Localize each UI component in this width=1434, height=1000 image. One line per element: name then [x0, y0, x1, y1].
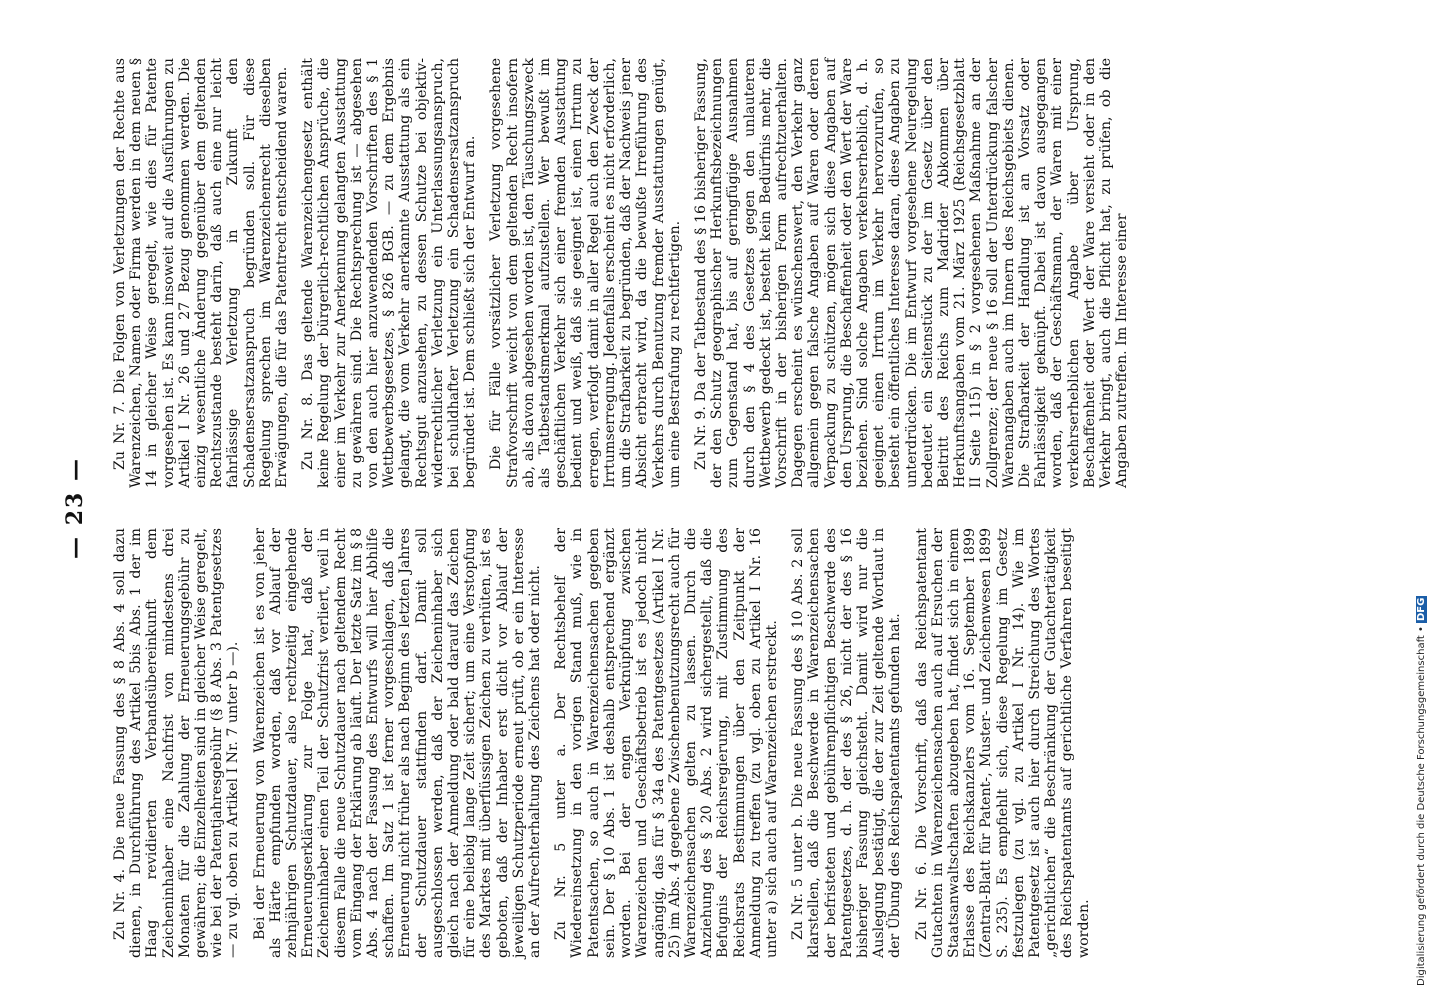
paragraph-nr5a: Zu Nr. 5 unter a. Der Rechtsbehelf der Wiedereinsetzung in den vorigen Stand muß, wie in Patentsachen, so auch in Warenzeichensachen gegeben sein. Der § 10 Abs. 1 ist deshalb entsprechend ergänzt worden. Bei der engen Verknüpfung zwischen Warenzeichen und Geschäftsbetrieb ist es jedoch nicht angängig, das für § 34a des Patentgesetzes (Artikel I Nr. 25) im Abs. 4 gegebene Zwischenbenutzungsrecht auch für Warenzeichensachen gelten zu lassen. Durch die Anziehung des § 20 Abs. 2 wird sichergestellt, daß die Befugnis der Reichsregierung, mit Zustimmung des Reichsrats Bestimmungen über den Zeitpunkt der Anmeldung zu treffen (zu vgl. oben zu Artikel I Nr. 16 unter a) sich auch auf Warenzeichen erstreckt.	[553, 528, 780, 958]
paragraph-nr8: Zu Nr. 8. Das geltende Warenzeichengesetz enthält keine Regelung der bürgerlich-rechtlichen Ansprüche, die einer im Verkehr zur Anerkennung gelangten Ausstattung zu gewähren sind. Die Rechtsprechung ist — abgesehen von den auch hier anzuwendenden Vorschriften des § 1 Wettbewerbsgesetzes, § 826 BGB. — zu dem Ergebnis gelangt, die vom Verkehr anerkannte Ausstattung als ein Rechtsgut anzusehen, zu dessen Schutze bei objektiv-widerrechtlicher Verletzung ein Unterlassungsanspruch, bei schuldhafter Verletzung ein Schadensersatzanspruch begründet ist. Dem schließt sich der Entwurf an.	[300, 58, 479, 488]
paragraph-nr7: Zu Nr. 7. Die Folgen von Verletzungen der Rechte aus Warenzeichen, Namen oder Firma werden in dem neuen § 14 in gleicher Weise geregelt, wie dies für Patente vorgesehen ist. Es kann insoweit auf die Ausführungen zu Artikel I Nr. 26 und 27 Bezug genommen werden. Die einzig wesentliche Änderung gegenüber dem geltenden Rechtszustande besteht darin, daß auch eine nur leicht fahrlässige Verletzung in Zukunft den Schadensersatzanspruch begründen soll. Für diese Regelung sprechen im Warenzeichenrecht dieselben Erwägungen, die für das Patentrecht entscheidend waren.	[112, 58, 291, 488]
dfg-credit-strip	[1416, 6, 1430, 996]
paragraph-nr4: Zu Nr. 4. Die neue Fassung des § 8 Abs. 4 soll dazu dienen, in Durchführung des Artikel 5bis Abs. 1 der im Haag revidierten Verbandsübereinkunft dem Zeicheninhaber eine Nachfrist von mindestens drei Monaten für die Zahlung der Erneuerungsgebühr zu gewähren; die Einzelheiten sind in gleicher Weise geregelt, wie bei der Patentjahresgebühr (§ 8 Abs. 3 Patentgesetzes — zu vgl. oben zu Artikel I Nr. 7 unter b —).	[112, 528, 242, 958]
left-column	[112, 528, 1102, 958]
dfg-credit-label: Digitalisierung gefördert durch die Deutsche Forschungsgemeinschaft •	[1416, 626, 1427, 986]
paragraph-nr9: Zu Nr. 9. Da der Tatbestand des § 16 bisheriger Fassung, der den Schutz geographischer Herkunftsbezeichnungen zum Gegenstand hat, bis auf geringfügige Ausnahmen durch den § 4 des Gesetzes gegen den unlauteren Wettbewerb gedeckt ist, besteht kein Bedürfnis mehr, die Vorschrift in der bisherigen Form aufrechtzuerhalten. Dagegen erscheint es wünschenswert, den Verkehr ganz allgemein gegen falsche Angaben auf Waren oder deren Verpackung zu schützen, mögen sich diese Angaben auf den Ursprung, die Beschaffenheit oder den Wert der Ware beziehen. Sind solche Angaben verkehrserheblich, d. h. geeignet einen Irrtum im Verkehr hervorzurufen, so besteht ein öffentliches Interesse daran, diese Angaben zu unterdrücken. Die im Entwurf vorgesehene Neuregelung bedeutet ein Seitenstück zu der im Gesetz über den Beitritt des Reichs zum Madrider Abkommen über Herkunftsangaben vom 21. März 1925 (Reichsgesetzblatt II Seite 115) in § 2 vorgesehenen Maßnahme an der Zollgrenze; der neue § 16 soll der Unterdrückung falscher Warenangaben auch im Innern des Reichsgebiets dienen. Die Strafbarkeit der Handlung ist an Vorsatz oder Fahrlässigkeit geknüpft. Dabei ist davon ausgegangen worden, daß der Geschäftsmann, der Waren mit einer verkehrserheblichen Angabe über Ursprung, Beschaffenheit oder Wert der Ware versieht oder in den Verkehr bringt, auch die Pflicht hat, zu prüfen, ob die Angaben zutreffen. Im Interesse einer	[692, 58, 1131, 488]
paragraph-erneuerung: Bei der Erneuerung von Warenzeichen ist es von jeher als Härte empfunden worden, daß vor Ablauf der zehnjährigen Schutzdauer, also rechtzeitig eingehende Erneuerungserklärung zur Folge hat, daß der Zeicheninhaber einen Teil der Schutzfrist verliert, weil in diesem Falle die neue Schutzdauer nach geltendem Recht vom Eingang der Erklärung ab läuft. Der letzte Satz im § 8 Abs. 4 nach der Fassung des Entwurfs will hier Abhilfe schaffen. Im Satz 1 ist ferner vorgeschlagen, daß die Erneuerung nicht früher als nach Beginn des letzten Jahres der Schutzdauer stattfinden darf. Damit soll ausgeschlossen werden, daß der Zeicheninhaber sich gleich nach der Anmeldung oder bald darauf das Zeichen für eine beliebig lange Zeit sichert; um eine Verstopfung des Marktes mit überflüssigen Zeichen zu verhüten, ist es geboten, daß der Inhaber erst dicht vor Ablauf der jeweiligen Schutzperiode erneut prüft, ob er ein Interesse an der Aufrechterhaltung des Zeichens hat oder nicht.	[251, 528, 544, 958]
page-number: — 23 —	[62, 457, 88, 559]
right-column	[112, 58, 1140, 488]
dfg-logo: DFG	[1416, 597, 1427, 621]
paragraph-strafvorschrift: Die für Fälle vorsätzlicher Verletzung vorgesehene Strafvorschrift weicht von dem geltenden Recht insofern ab, als davon abgesehen worden ist, den Täuschungszweck als Tatbestandsmerkmal aufzustellen. Wer bewußt im geschäftlichen Verkehr sich einer fremden Ausstattung bedient und weiß, daß sie geeignet ist, einen Irrtum zu erregen, verfolgt damit in aller Regel auch den Zweck der Irrtumserregung. Jedenfalls erscheint es nicht erforderlich, um die Strafbarkeit zu begründen, daß der Nachweis jener Absicht erbracht wird, da die bewußte Irreführung des Verkehrs durch Benutzung fremder Ausstattungen genügt, um eine Bestrafung zu rechtfertigen.	[488, 58, 683, 488]
rotated-page	[62, 58, 1302, 958]
dfg-credit-text	[1416, 6, 1427, 986]
paragraph-nr6: Zu Nr. 6. Die Vorschrift, daß das Reichspatentamt Gutachten in Warenzeichensachen auch auf Ersuchen der Staatsanwaltschaften abzugeben hat, findet sich in einem Erlasse des Reichskanzlers vom 16. September 1899 (Zentral-Blatt für Patent-, Muster- und Zeichenwesen 1899 S. 235). Es empfiehlt sich, diese Regelung im Gesetz festzulegen (zu vgl. zu Artikel I Nr. 14). Wie im Patentgesetz ist auch hier durch Streichung des Wortes „gerichtlichen“ die Beschränkung der Gutachtertätigkeit des Reichspatentamts auf gerichtliche Verfahren beseitigt worden.	[913, 528, 1092, 958]
paragraph-nr5b: Zu Nr. 5 unter b. Die neue Fassung des § 10 Abs. 2 soll klarstellen, daß die Beschwerde in Warenzeichensachen der befristeten und gebührenpflichtigen Beschwerde des Patentgesetzes, d. h. der des § 26, nicht der des § 16 bisheriger Fassung gleichsteht. Damit wird nur die Auslegung bestätigt, die der zur Zeit geltende Wortlaut in der Übung des Reichspatentamts gefunden hat.	[790, 528, 904, 958]
